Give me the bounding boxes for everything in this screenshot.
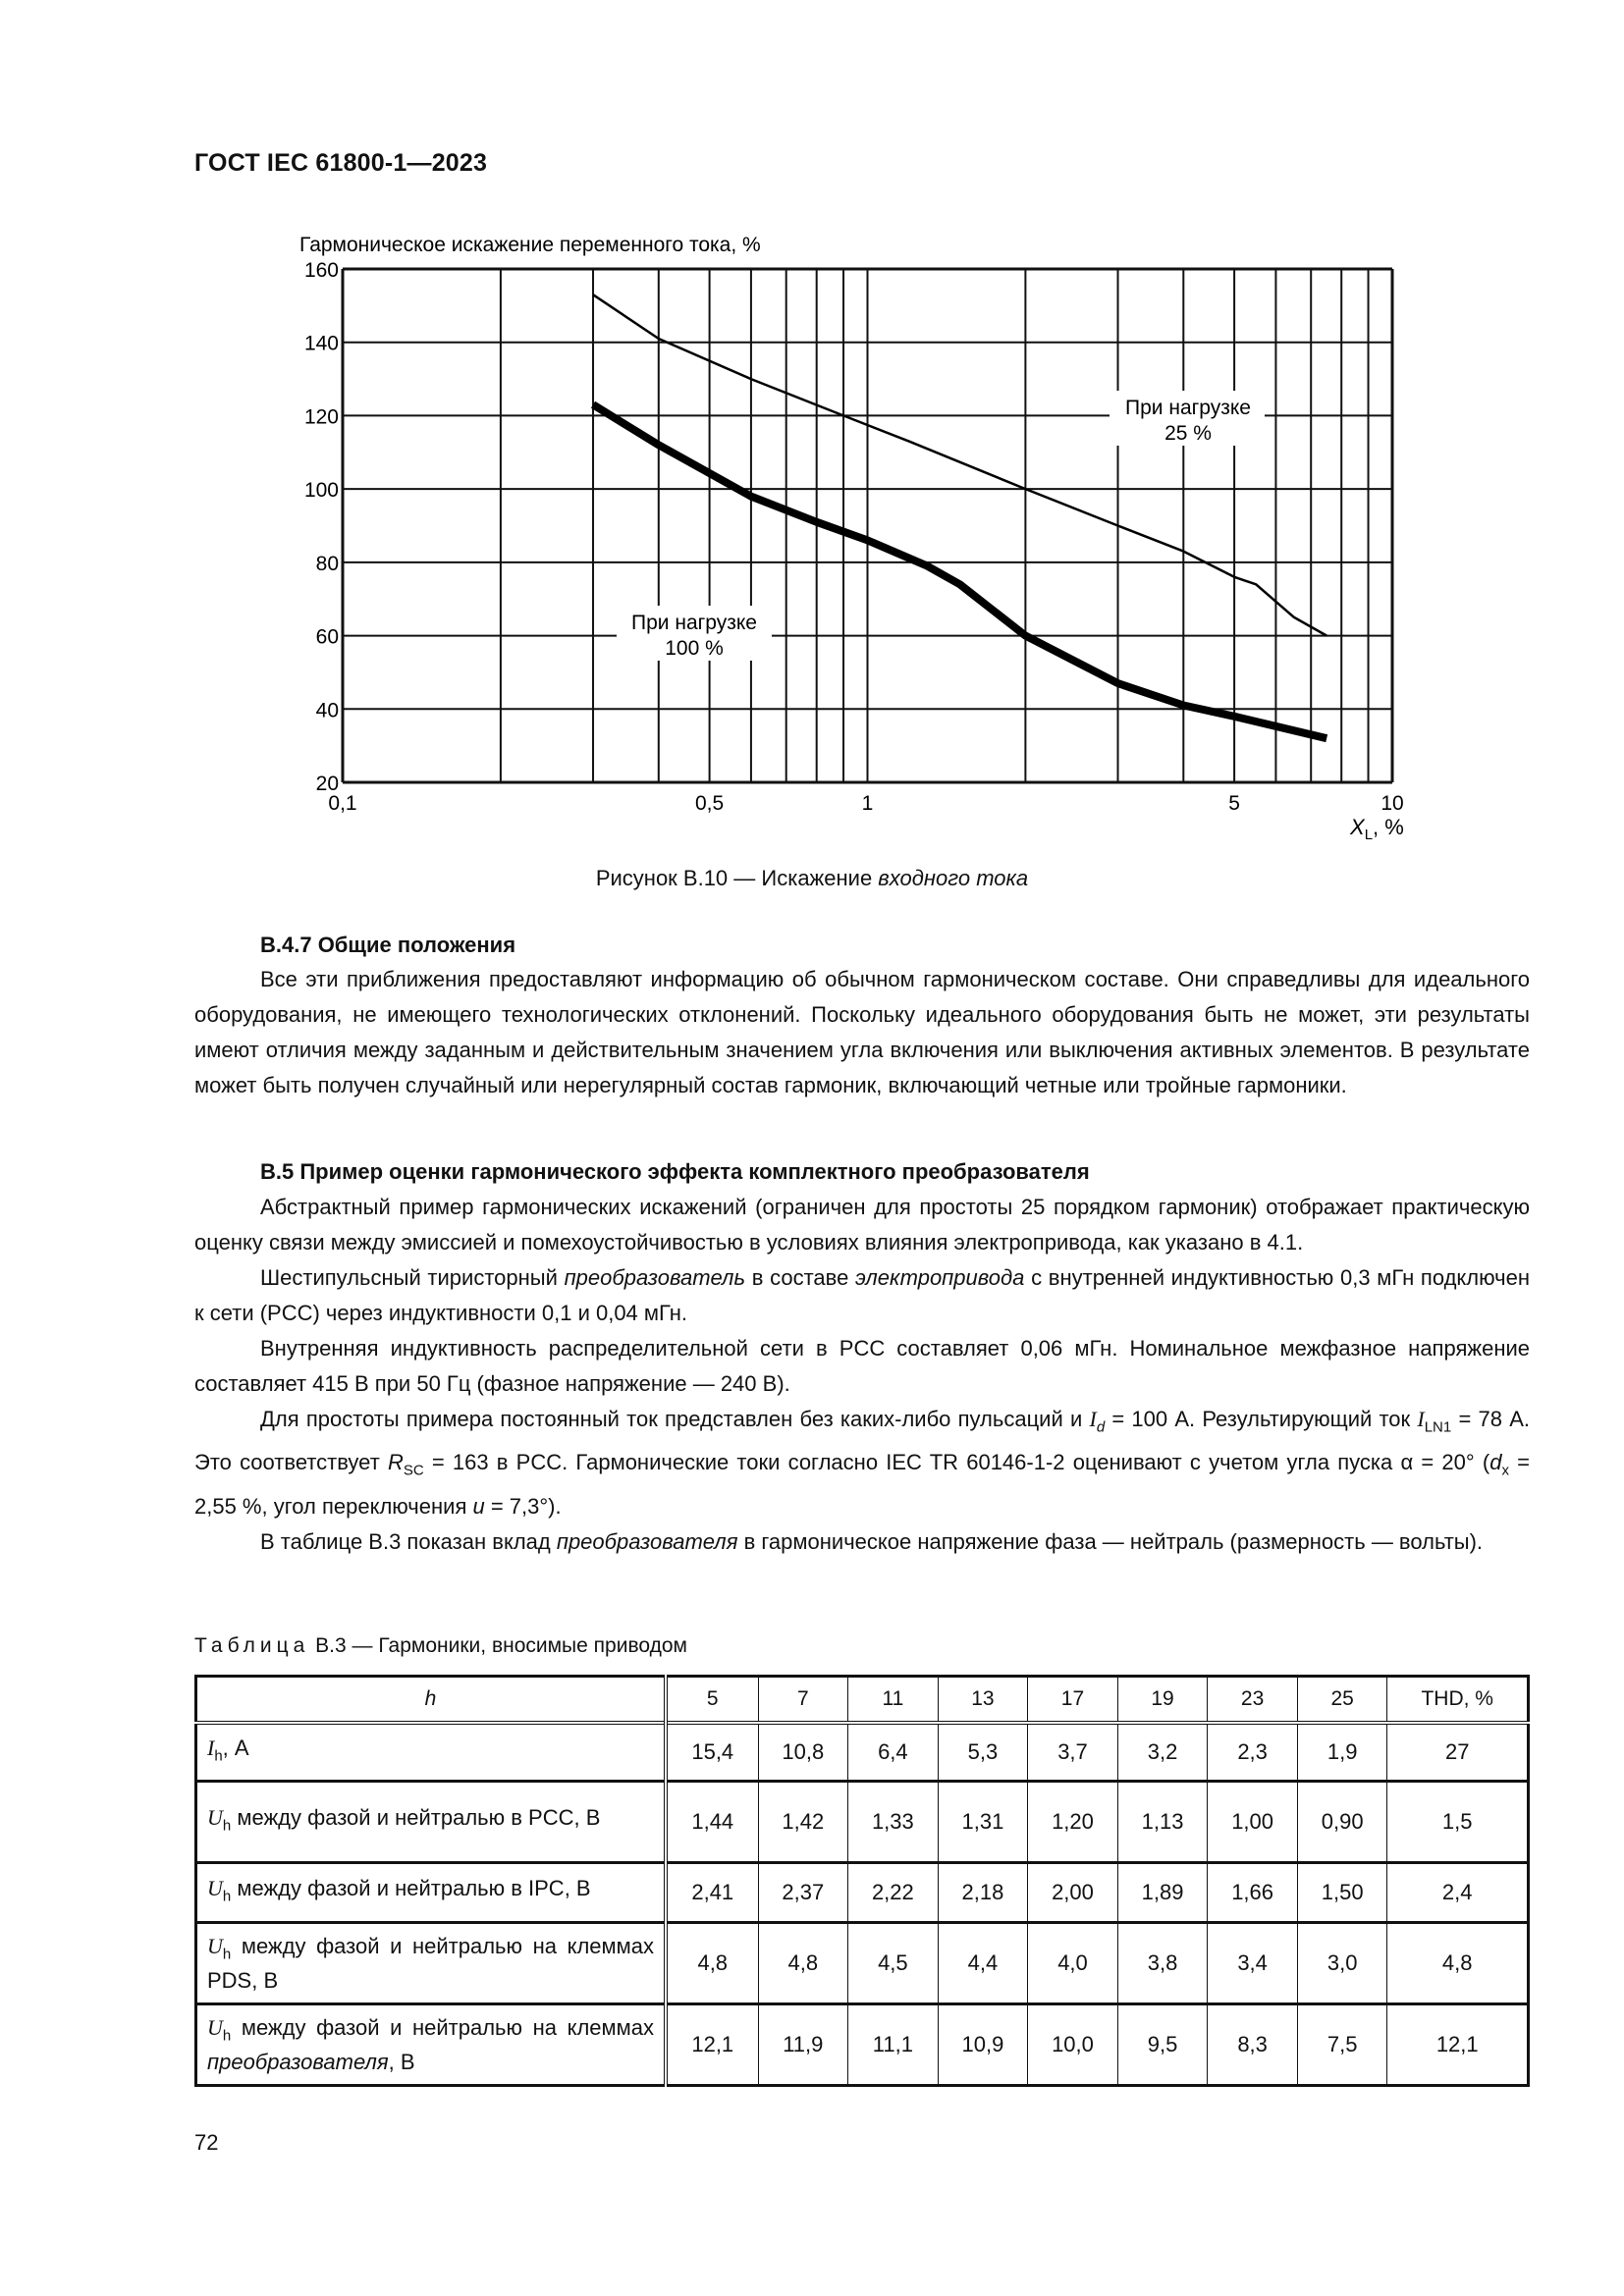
svg-text:160: 160 bbox=[303, 259, 339, 282]
table-cell: 1,31 bbox=[938, 1782, 1028, 1863]
svg-text:60: 60 bbox=[315, 625, 339, 649]
table-cell: 12,1 bbox=[1387, 2004, 1529, 2086]
row-label: $U_h$ между фазой и нейтралью на клеммах PDS, В bbox=[196, 1923, 667, 2004]
table-cell: 4,8 bbox=[758, 1923, 848, 2004]
table-cell: 6,4 bbox=[848, 1723, 939, 1782]
page-number: 72 bbox=[194, 2130, 219, 2155]
section-heading-b5: B.5 Пример оценки гармонического эффекта комплектного преобразователя bbox=[260, 1159, 1090, 1184]
header-cell: 7 bbox=[758, 1677, 848, 1724]
paragraph: В таблице B.3 показан вклад преобразователя в гармоническое напряжение фаза — нейтраль (размерность — вольты). bbox=[260, 1528, 1484, 1554]
table-header-row bbox=[196, 1677, 1529, 1724]
table-cell: 2,41 bbox=[666, 1863, 758, 1923]
header-cell: 23 bbox=[1208, 1677, 1298, 1724]
paragraph: Абстрактный пример гармонических искажений (ограничен для простоты 25 порядком гармоник) отображает практическую оценку связи между эмиссией и помехоустойчивостью в условиях влияния электропривода, как указано в 4.1. bbox=[194, 1195, 1530, 1255]
table-cell: 12,1 bbox=[666, 2004, 758, 2086]
table-cell: 2,37 bbox=[758, 1863, 848, 1923]
svg-text:5: 5 bbox=[1228, 792, 1240, 815]
header-cell: 19 bbox=[1117, 1677, 1208, 1724]
svg-text:При нагрузке: При нагрузке bbox=[1125, 397, 1251, 419]
y-axis-label: Гармоническое искажение переменного тока, % bbox=[299, 234, 761, 256]
table-cell: 1,50 bbox=[1297, 1863, 1387, 1923]
svg-text:20: 20 bbox=[315, 773, 339, 795]
table-cell: 11,1 bbox=[848, 2004, 939, 2086]
table-row bbox=[196, 1923, 1529, 2004]
section-b47-text bbox=[194, 962, 1530, 1103]
distortion-chart bbox=[0, 0, 1624, 864]
svg-text:40: 40 bbox=[315, 699, 339, 722]
row-label: $U_h$ между фазой и нейтралью в PCC, В bbox=[196, 1782, 667, 1863]
table-cell: 4,4 bbox=[938, 1923, 1028, 2004]
header-cell: 13 bbox=[938, 1677, 1028, 1724]
x-tick-labels bbox=[328, 792, 1403, 815]
paragraph: Для простоты примера постоянный ток представлен без каких-либо пульсаций и $I_d = 100$ А. Результирующий ток $I_{LN1} = 78$ А. Это соответствует $R_{SC} = 163$ в PCC. Гармонические токи согласно IEC TR 60146-1-2 оценивают с учетом угла пуска α = 20° ($d_x = 2,55$ %, угол переключения u = 7,3°). bbox=[194, 1407, 1530, 1519]
table-cell: 0,90 bbox=[1297, 1782, 1387, 1863]
table-cell: 3,0 bbox=[1297, 1923, 1387, 2004]
table-cell: 10,0 bbox=[1028, 2004, 1118, 2086]
table-cell: 3,2 bbox=[1117, 1723, 1208, 1782]
table-cell: 1,89 bbox=[1117, 1863, 1208, 1923]
svg-text:0,1: 0,1 bbox=[328, 792, 357, 815]
svg-text:1: 1 bbox=[861, 792, 874, 815]
legend-label-100 bbox=[617, 606, 772, 661]
svg-text:140: 140 bbox=[303, 332, 339, 355]
header-cell: THD, % bbox=[1387, 1677, 1529, 1724]
svg-text:25 %: 25 % bbox=[1164, 422, 1212, 445]
paragraph: Все эти приближения предоставляют информацию об обычном гармоническом составе. Они справедливы для идеального оборудования, не имеющего технологических отклонений. Поскольку идеального оборудования быть не может, эти результаты имеют отличия между заданным и действительным значением угла включения или выключения активных элементов. В результате может быть получен случайный или нерегулярный состав гармоник, включающий четные или тройные гармоники. bbox=[194, 967, 1530, 1097]
y-tick-labels bbox=[304, 259, 339, 795]
row-label: $U_h$ между фазой и нейтралью в IPC, В bbox=[196, 1863, 667, 1923]
section-heading-b47: B.4.7 Общие положения bbox=[260, 933, 516, 957]
table-cell: 2,18 bbox=[938, 1863, 1028, 1923]
table-cell: 10,8 bbox=[758, 1723, 848, 1782]
table-cell: 15,4 bbox=[666, 1723, 758, 1782]
table-cell: 1,13 bbox=[1117, 1782, 1208, 1863]
table-cell: 4,8 bbox=[1387, 1923, 1529, 2004]
legend-label-25 bbox=[1110, 391, 1265, 446]
table-cell: 1,42 bbox=[758, 1782, 848, 1863]
table-cell: 2,4 bbox=[1387, 1863, 1529, 1923]
table-cell: 8,3 bbox=[1208, 2004, 1298, 2086]
svg-text:При нагрузке: При нагрузке bbox=[631, 612, 757, 634]
table-cell: 7,5 bbox=[1297, 2004, 1387, 2086]
svg-text:100: 100 bbox=[303, 479, 339, 503]
table-cell: 1,9 bbox=[1297, 1723, 1387, 1782]
paragraph: Внутренняя индуктивность распределительной сети в PCC составляет 0,06 мГн. Номинальное межфазное напряжение составляет 415 В при 50 Гц (фазное напряжение — 240 В). bbox=[194, 1336, 1530, 1396]
table-cell: 1,66 bbox=[1208, 1863, 1298, 1923]
document-header: ГОСТ IEC 61800-1—2023 bbox=[194, 149, 488, 177]
header-cell: 5 bbox=[666, 1677, 758, 1724]
table-cell: 1,44 bbox=[666, 1782, 758, 1863]
table-cell: 3,8 bbox=[1117, 1923, 1208, 2004]
harmonics-table bbox=[194, 1675, 1530, 2087]
table-cell: 2,3 bbox=[1208, 1723, 1298, 1782]
header-cell: 11 bbox=[848, 1677, 939, 1724]
row-label: $U_h$ между фазой и нейтралью на клеммах преобразователя, В bbox=[196, 2004, 667, 2086]
row-label: $I_h$, А bbox=[196, 1723, 667, 1782]
header-cell: 25 bbox=[1297, 1677, 1387, 1724]
table-row bbox=[196, 2004, 1529, 2086]
table-cell: 27 bbox=[1387, 1723, 1529, 1782]
table-cell: 10,9 bbox=[938, 2004, 1028, 2086]
table-row bbox=[196, 1782, 1529, 1863]
svg-text:120: 120 bbox=[303, 405, 339, 429]
svg-text:0,5: 0,5 bbox=[694, 792, 725, 815]
figure-caption: Рисунок B.10 — Искажение входного тока bbox=[595, 866, 1029, 890]
curve-100-percent bbox=[593, 404, 1326, 738]
svg-text:10: 10 bbox=[1380, 792, 1404, 815]
table-cell: 11,9 bbox=[758, 2004, 848, 2086]
table-caption: Таблица B.3 — Гармоники, вносимые приводом bbox=[194, 1634, 687, 1657]
chart-curves bbox=[593, 294, 1326, 738]
table-cell: 2,00 bbox=[1028, 1863, 1118, 1923]
section-b5-text bbox=[194, 1190, 1530, 1560]
x-axis-label: $X_L$, % bbox=[1350, 815, 1404, 843]
header-cell: 17 bbox=[1028, 1677, 1118, 1724]
table-row bbox=[196, 1863, 1529, 1923]
table-cell: 3,7 bbox=[1028, 1723, 1118, 1782]
table-cell: 1,00 bbox=[1208, 1782, 1298, 1863]
table-row bbox=[196, 1723, 1529, 1782]
table-cell: 3,4 bbox=[1208, 1923, 1298, 2004]
paragraph: Шестипульсный тиристорный преобразователь в составе электропривода с внутренней индуктивностью 0,3 мГн подключен к сети (PCC) через индуктивности 0,1 и 0,04 мГн. bbox=[194, 1265, 1530, 1325]
table-cell: 4,0 bbox=[1028, 1923, 1118, 2004]
svg-text:100 %: 100 % bbox=[665, 637, 724, 660]
chart-grid bbox=[343, 269, 1392, 782]
table-cell: 1,5 bbox=[1387, 1782, 1529, 1863]
table-cell: 5,3 bbox=[938, 1723, 1028, 1782]
table-cell: 4,8 bbox=[666, 1923, 758, 2004]
table-cell: 1,33 bbox=[848, 1782, 939, 1863]
table-cell: 4,5 bbox=[848, 1923, 939, 2004]
svg-text:80: 80 bbox=[315, 552, 339, 575]
table-cell: 1,20 bbox=[1028, 1782, 1118, 1863]
table-cell: 2,22 bbox=[848, 1863, 939, 1923]
table-cell: 9,5 bbox=[1117, 2004, 1208, 2086]
header-cell: h bbox=[196, 1677, 667, 1724]
